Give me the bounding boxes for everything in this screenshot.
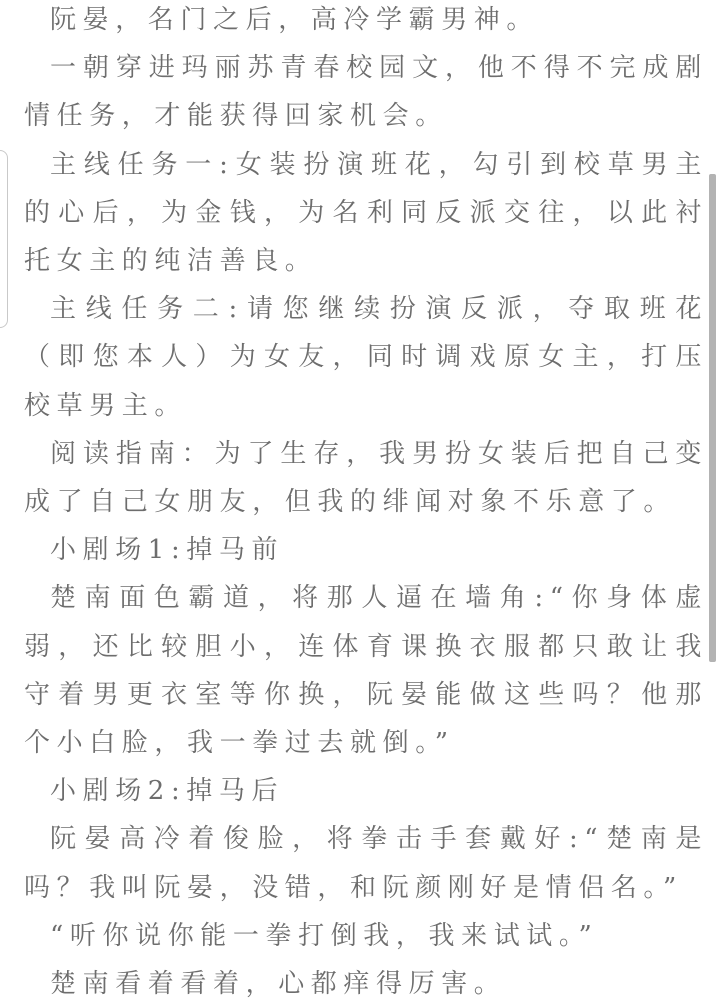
side-pull-handle[interactable] bbox=[0, 150, 8, 328]
chapter-text bbox=[24, 0, 708, 1008]
paragraph-scene-1-body: 楚南面色霸道，将那人逼在墙角:“你身体虚弱，还比较胆小，连体育课换衣服都只敢让我守着男更衣室等你换，阮晏能做这些吗？他那个小白脸，我一拳过去就倒。” bbox=[24, 583, 708, 759]
paragraph-premise: 一朝穿进玛丽苏青春校园文，他不得不完成剧情任务，才能获得回家机会。 bbox=[24, 53, 708, 132]
paragraph-scene-1-title: 小剧场1:掉马前 bbox=[50, 535, 285, 566]
paragraph-closing: 楚南看着看着，心都痒得厉害。 bbox=[50, 969, 507, 1000]
paragraph-main-task-2: 主线任务二:请您继续扮演反派，夺取班花（即您本人）为女友，同时调戏原女主，打压校草男主。 bbox=[24, 294, 708, 421]
paragraph-intro: 阮晏，名门之后，高冷学霸男神。 bbox=[50, 5, 540, 35]
paragraph-main-task-1: 主线任务一:女装扮演班花，勾引到校草男主的心后，为金钱，为名利同反派交往，以此衬托女主的纯洁善良。 bbox=[24, 149, 708, 277]
paragraph-scene-2-body: 阮晏高冷着俊脸，将拳击手套戴好:“楚南是吗？我叫阮晏，没错，和阮颜刚好是情侣名。” bbox=[24, 824, 708, 903]
paragraph-scene-2-title: 小剧场2:掉马后 bbox=[50, 776, 285, 807]
scrollbar-thumb[interactable] bbox=[709, 174, 716, 662]
paragraph-reading-guide: 阅读指南：为了生存，我男扮女装后把自己变成了自己女朋友，但我的绯闻对象不乐意了。 bbox=[24, 438, 708, 518]
paragraph-scene-2-quote: “听你说你能一拳打倒我，我来试试。” bbox=[50, 920, 599, 951]
